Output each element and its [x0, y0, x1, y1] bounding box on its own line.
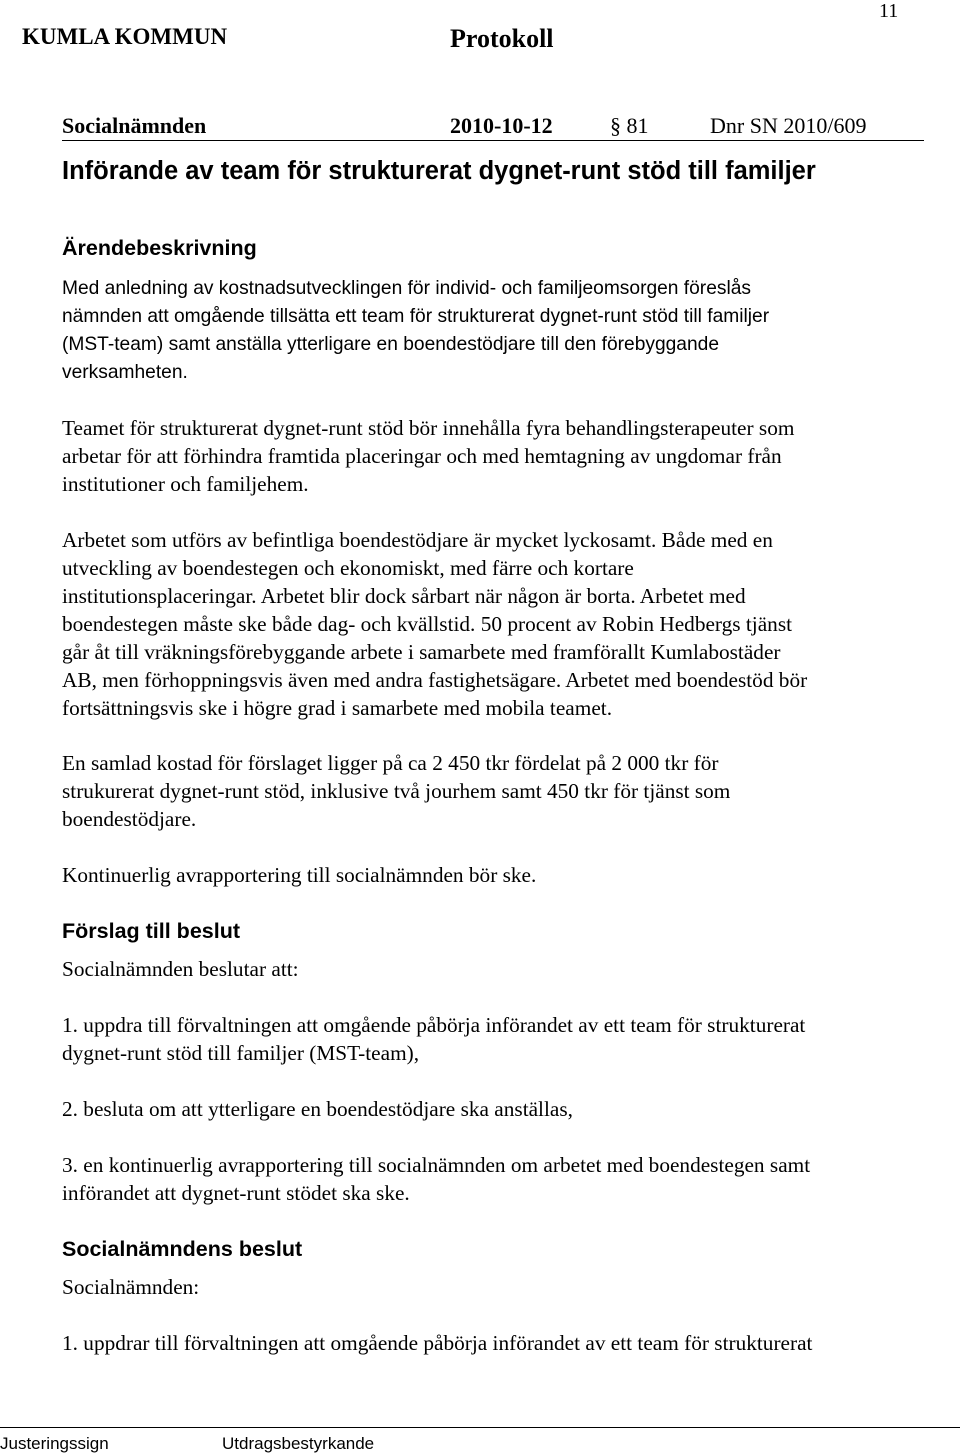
text-line: går åt till vräkningsförebyggande arbete i samarbete med framförallt Kumlabostäder: [62, 640, 781, 664]
decision-intro: [62, 1273, 942, 1301]
proposal-item-2: [62, 1095, 942, 1123]
text-line: Arbetet som utförs av befintliga boendestödjare är mycket lyckosamt. Både med en: [62, 528, 773, 552]
text-line: arbetar för att förhindra framtida placeringar och med hemtagning av ungdomar från: [62, 444, 782, 468]
paragraph-current-work: [62, 526, 942, 722]
text-line: boendestegen måste ske både dag- och kvällstid. 50 procent av Robin Hedbergs tjänst: [62, 612, 793, 636]
proposal-item-3: [62, 1151, 942, 1207]
document-title: Införande av team för strukturerat dygnet-runt stöd till familjer: [62, 157, 816, 185]
document-type: Protokoll: [450, 24, 554, 53]
text-line: En samlad kostad för förslaget ligger på ca 2 450 tkr fördelat på 2 000 tkr för: [62, 751, 719, 775]
text-line: (MST-team) samt anställa ytterligare en boendestödjare till den förebyggande: [62, 334, 719, 355]
text-line: dygnet-runt stöd till familjer (MST-team),: [62, 1041, 420, 1065]
text-line: införandet att dygnet-runt stödet ska ske.: [62, 1181, 410, 1205]
text-line: 1. uppdrar till förvaltningen att omgående påbörja införandet av ett team för strukturerat: [62, 1331, 813, 1355]
section-heading-arendebeskrivning: Ärendebeskrivning: [62, 236, 257, 260]
text-line: Teamet för strukturerat dygnet-runt stöd bör innehålla fyra behandlingsterapeuter som: [62, 416, 795, 440]
paragraph-cost: [62, 749, 942, 833]
text-line: nämnden att omgående tillsätta ett team för strukturerat dygnet-runt stöd till familjer: [62, 306, 770, 327]
section-heading-beslut: Socialnämndens beslut: [62, 1237, 303, 1261]
text-line: strukurerat dygnet-runt stöd, inklusive två jourhem samt 450 tkr för tjänst som: [62, 779, 731, 803]
section-heading-forslag: Förslag till beslut: [62, 919, 240, 943]
footer-divider: [0, 1427, 960, 1428]
text-line: Socialnämnden:: [62, 1275, 200, 1299]
text-line: Kontinuerlig avrapportering till socialnämnden bör ske.: [62, 863, 537, 887]
text-line: boendestödjare.: [62, 807, 197, 831]
organization-name: KUMLA KOMMUN: [22, 24, 228, 49]
text-line: 2. besluta om att ytterligare en boendestödjare ska anställas,: [62, 1097, 573, 1121]
meta-divider: [62, 140, 924, 141]
text-line: 3. en kontinuerlig avrapportering till socialnämnden om arbetet med boendestegen samt: [62, 1153, 811, 1177]
case-number: Dnr SN 2010/609: [710, 113, 867, 138]
meta-row: [62, 113, 924, 141]
proposal-item-1: [62, 1011, 942, 1067]
meeting-date: 2010-10-12: [450, 113, 553, 138]
signature-label: Justeringssign: [0, 1434, 109, 1453]
text-line: institutioner och familjehem.: [62, 472, 309, 496]
text-line: fortsättningsvis ske i högre grad i samarbete med mobila teamet.: [62, 696, 613, 720]
text-line: 1. uppdra till förvaltningen att omgående påbörja införandet av ett team för strukturerat: [62, 1013, 806, 1037]
text-line: AB, men förhoppningsvis även med andra fastighetsägare. Arbetet med boendestöd bör: [62, 668, 808, 692]
paragraph-reporting: [62, 861, 942, 889]
committee-name: Socialnämnden: [62, 113, 207, 138]
text-line: Med anledning av kostnadsutvecklingen för individ- och familjeomsorgen föreslås: [62, 278, 751, 299]
text-line: verksamheten.: [62, 362, 188, 383]
proposal-intro: [62, 955, 942, 983]
paragraph-background: [62, 275, 942, 387]
paragraph-number: § 81: [610, 113, 649, 138]
paragraph-team-composition: [62, 414, 942, 498]
decision-item-1: [62, 1329, 942, 1357]
text-line: utveckling av boendestegen och ekonomiskt, med färre och kortare: [62, 556, 634, 580]
page-number: 11: [879, 0, 899, 22]
text-line: institutionsplaceringar. Arbetet blir dock sårbart när någon är borta. Arbetet med: [62, 584, 746, 608]
text-line: Socialnämnden beslutar att:: [62, 957, 299, 981]
extract-certification-label: Utdragsbestyrkande: [222, 1434, 375, 1453]
